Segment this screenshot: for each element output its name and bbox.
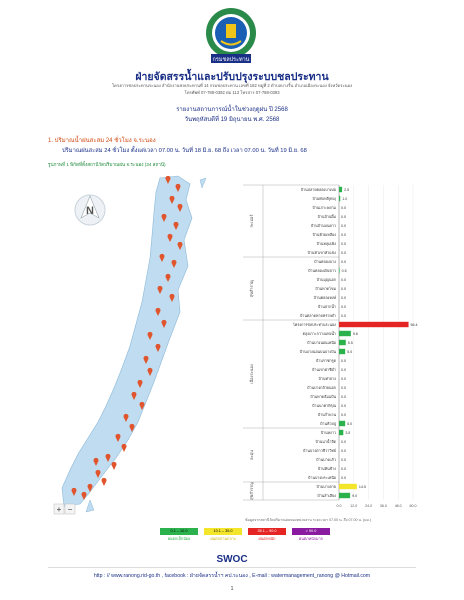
x-tick-label: 60.0 bbox=[409, 504, 417, 508]
value-label: 9.0 bbox=[352, 493, 358, 498]
value-label: 0.0 bbox=[341, 304, 346, 309]
category-label: บ้านบุญนอก bbox=[316, 277, 336, 282]
value-label: 5.0 bbox=[347, 421, 353, 426]
value-label: 0.0 bbox=[341, 259, 346, 264]
district-label: กะเปอร์ bbox=[249, 214, 254, 228]
category-label: บ้านท่ายาง bbox=[318, 376, 336, 381]
bar bbox=[339, 340, 346, 345]
report-title: รายงานสถานการณ์น้ำในช่วงฤดูฝน ปี 2568 bbox=[176, 107, 288, 113]
legend-label: ฝนตกหนัก bbox=[258, 537, 276, 541]
value-label: 0.0 bbox=[341, 439, 346, 444]
value-label: 5.5 bbox=[347, 340, 353, 345]
value-label: 0.0 bbox=[341, 358, 346, 363]
value-label: 0.0 bbox=[341, 385, 346, 390]
district-label: ละอุ่น bbox=[249, 450, 254, 460]
bar bbox=[339, 187, 342, 192]
bar bbox=[339, 322, 409, 327]
rainfall-station-map[interactable] bbox=[50, 170, 235, 518]
figure-caption: รูปภาพที่ 1 พิกัดที่ตั้งสถานีวัดปริมาณฝน จ.ระนอง (34 สถานี) bbox=[48, 162, 166, 167]
value-label: 0.0 bbox=[341, 223, 346, 228]
bar bbox=[339, 421, 345, 426]
rid-logo bbox=[202, 6, 260, 64]
category-label: บ้านหลุมเพิง bbox=[316, 241, 336, 246]
report-date: วันพฤหัสบดีที่ 19 มิถุนายน พ.ศ. 2568 bbox=[184, 117, 280, 123]
category-label: บ้านห้วยเหลือง bbox=[312, 232, 336, 237]
legend-item-heavy bbox=[248, 528, 286, 542]
value-label: 0.0 bbox=[341, 232, 346, 237]
category-label: บ้านบางลาย bbox=[316, 484, 336, 489]
category-label: บ้านบางพระเหนือ bbox=[308, 475, 336, 480]
value-label: 0.0 bbox=[341, 394, 346, 399]
x-tick-label: 36.0 bbox=[379, 504, 387, 508]
value-label: 0.0 bbox=[341, 448, 346, 453]
value-label: 9.6 bbox=[352, 331, 358, 336]
category-label: บ้านหงาว bbox=[320, 430, 336, 435]
zoom-in-label: + bbox=[56, 505, 62, 514]
legend-item-very-heavy bbox=[292, 528, 330, 542]
category-label: บ้านกำพวน bbox=[317, 412, 336, 417]
legend-item-light bbox=[160, 528, 198, 542]
legend-label: ฝนตกเล็กน้อย bbox=[167, 537, 191, 541]
category-label: บ้านหัวเขาหัวแข่ง bbox=[307, 250, 336, 255]
category-label: บ้านบางกล้วยนอก bbox=[307, 385, 336, 390]
category-label: บ้านเขาฝาชีดำ bbox=[312, 367, 336, 372]
bar bbox=[339, 430, 343, 435]
category-label: บ้านบ้านยิ้ม bbox=[317, 214, 336, 219]
category-label: บ้านตลาดหาดทรายดำ bbox=[299, 313, 336, 318]
legend-label: ฝนตกปานกลาง bbox=[210, 537, 236, 541]
legend-range: 35.1 – 90.0 bbox=[248, 528, 286, 535]
value-label: 3.5 bbox=[345, 430, 351, 435]
value-label: 0.0 bbox=[341, 205, 346, 210]
legend-range: > 90.0 bbox=[292, 528, 330, 535]
legend-item-moderate bbox=[204, 528, 242, 542]
value-label: 0.0 bbox=[341, 466, 346, 471]
value-label: 0.0 bbox=[341, 214, 346, 219]
category-label: บ้านบางนอนเหนือ bbox=[307, 340, 336, 345]
value-label: 0.0 bbox=[341, 367, 346, 372]
category-label: บ้านหาดส้มแป้น bbox=[310, 394, 336, 399]
zoom-in-button[interactable] bbox=[54, 504, 64, 514]
district-label: สุขสำราญ bbox=[249, 279, 254, 298]
value-label: 0.0 bbox=[341, 376, 346, 381]
value-label: 1.0 bbox=[342, 196, 348, 201]
bar bbox=[339, 349, 345, 354]
category-label: บ้านเกาะพยาม bbox=[312, 205, 336, 210]
section-title: 1. ปริมาณน้ำฝนสะสม 24 ชั่วโมง จ.ระนอง bbox=[48, 138, 156, 144]
value-label: 56.4 bbox=[410, 322, 418, 327]
district-label: เมืองระนอง bbox=[249, 364, 254, 384]
value-label: 5.0 bbox=[347, 349, 353, 354]
category-label: บ้านห้วยปู bbox=[320, 421, 336, 426]
bar bbox=[339, 331, 351, 336]
north-label: N bbox=[86, 205, 94, 217]
value-label: 0.0 bbox=[341, 286, 346, 291]
category-label: ตลุงเกาะกวางแห่งน้ำ bbox=[302, 331, 336, 336]
value-label: 0.0 bbox=[341, 475, 346, 480]
value-label: 0.0 bbox=[341, 277, 346, 282]
value-label: 0.0 bbox=[341, 457, 346, 462]
category-label: บ้านราชกรูด bbox=[315, 358, 336, 363]
legend-label: ฝนตกหนักมาก bbox=[299, 537, 323, 541]
value-label: 14.5 bbox=[358, 484, 366, 489]
value-label: 0.0 bbox=[341, 313, 346, 318]
category-label: บ้านบางแก้ว bbox=[316, 457, 336, 462]
district-label: สุขสำราญ bbox=[249, 482, 254, 500]
org-name: ฝ่ายจัดสรรน้ำและปรับปรุงระบบชลประทาน bbox=[135, 71, 329, 83]
value-label: 0.0 bbox=[341, 412, 346, 417]
north-arrow-icon bbox=[75, 195, 105, 225]
category-label: บ้านทับหลี(ทบ) bbox=[312, 196, 336, 201]
page-number: 1 bbox=[230, 586, 234, 592]
chart-source-note: ข้อมูลจากสถานีวัดปริมาณฝนของหน่วยงาน ระยะเวลา 07.00 น. ถึง 07.00 น. (มม.) bbox=[245, 518, 372, 522]
category-label: บ้านปลายคลองบางบ่อ bbox=[300, 187, 336, 192]
category-label: บ้านบางตาวชีวาวิทย์ bbox=[303, 448, 336, 453]
category-label: โครงการชลประทานระนอง bbox=[292, 322, 336, 327]
category-label: บ้านหาดโขม bbox=[315, 286, 336, 291]
category-label: บ้านปากน้ำ bbox=[317, 304, 336, 309]
rainfall-bar-chart bbox=[243, 181, 423, 514]
value-label: 0.0 bbox=[341, 295, 346, 300]
footer-divider bbox=[48, 567, 416, 568]
category-label: บ้านคลองบาง bbox=[314, 259, 336, 264]
x-tick-label: 12.0 bbox=[350, 504, 358, 508]
bar bbox=[339, 484, 357, 489]
project-line: โครงการชลประทานระนอง สำนักงานชลประทานที่ 14 กรมชลประทาน เลขที่ 182 หมู่ที่ 2 ตำบลบางริ้น อำเภอเมืองระนอง จังหวัดระนอง bbox=[111, 83, 353, 88]
footer-brand: SWOC bbox=[216, 554, 248, 565]
value-label: 0.0 bbox=[341, 403, 346, 408]
footer-links[interactable]: http : // www.ranong.rid-go.th , facebook : ฝ่ายจัดสรรน้ำฯ คป.ระนอง , E-mail : watermanagement_ranong @ Hotmail.com bbox=[93, 573, 371, 579]
bar bbox=[339, 196, 340, 201]
category-label: บ้านคลองหงษ์ bbox=[313, 295, 336, 300]
category-label: บ้านคลองเงินขาว bbox=[308, 268, 336, 273]
zoom-out-button[interactable] bbox=[65, 504, 75, 514]
section-description: ปริมาณฝนสะสม 24 ชั่วโมง ตั้งแต่เวลา 07.00 น. วันที่ 18 มิ.ย. 68 ถึง เวลา 07.00 น. วันที่ 19 มิ.ย. 68 bbox=[62, 148, 307, 154]
category-label: บ้านนาน้ำจืด bbox=[315, 439, 336, 444]
value-label: 0.0 bbox=[341, 250, 346, 255]
contact-line: โทรศัพท์ 07-788-0392 ต่อ 113 โทรสาร 07-788-0393 bbox=[184, 90, 280, 95]
category-label: บ้านบ้านบนดาว bbox=[310, 223, 336, 228]
category-label: บ้านบางนอนบนบางปัน bbox=[299, 349, 336, 354]
x-tick-label: 24.0 bbox=[365, 504, 373, 508]
zoom-out-label: − bbox=[67, 505, 73, 514]
logo-text: กรมชลประทาน bbox=[212, 57, 250, 63]
value-label: 2.5 bbox=[344, 187, 350, 192]
value-label: 0.0 bbox=[341, 241, 346, 246]
x-tick-label: 0.0 bbox=[336, 504, 342, 508]
category-label: บ้านนาคาพิรุณ bbox=[312, 403, 336, 408]
x-tick-label: 48.0 bbox=[394, 504, 402, 508]
category-label: บ้านหินช้าง bbox=[317, 466, 336, 471]
bar bbox=[339, 493, 350, 498]
legend-range: 0.1 – 10.0 bbox=[160, 528, 198, 535]
value-label: 0.5 bbox=[341, 268, 347, 273]
category-label: บ้านลำเลียง bbox=[317, 493, 336, 498]
bar bbox=[339, 268, 340, 273]
legend-range: 10.1 – 35.0 bbox=[204, 528, 242, 535]
